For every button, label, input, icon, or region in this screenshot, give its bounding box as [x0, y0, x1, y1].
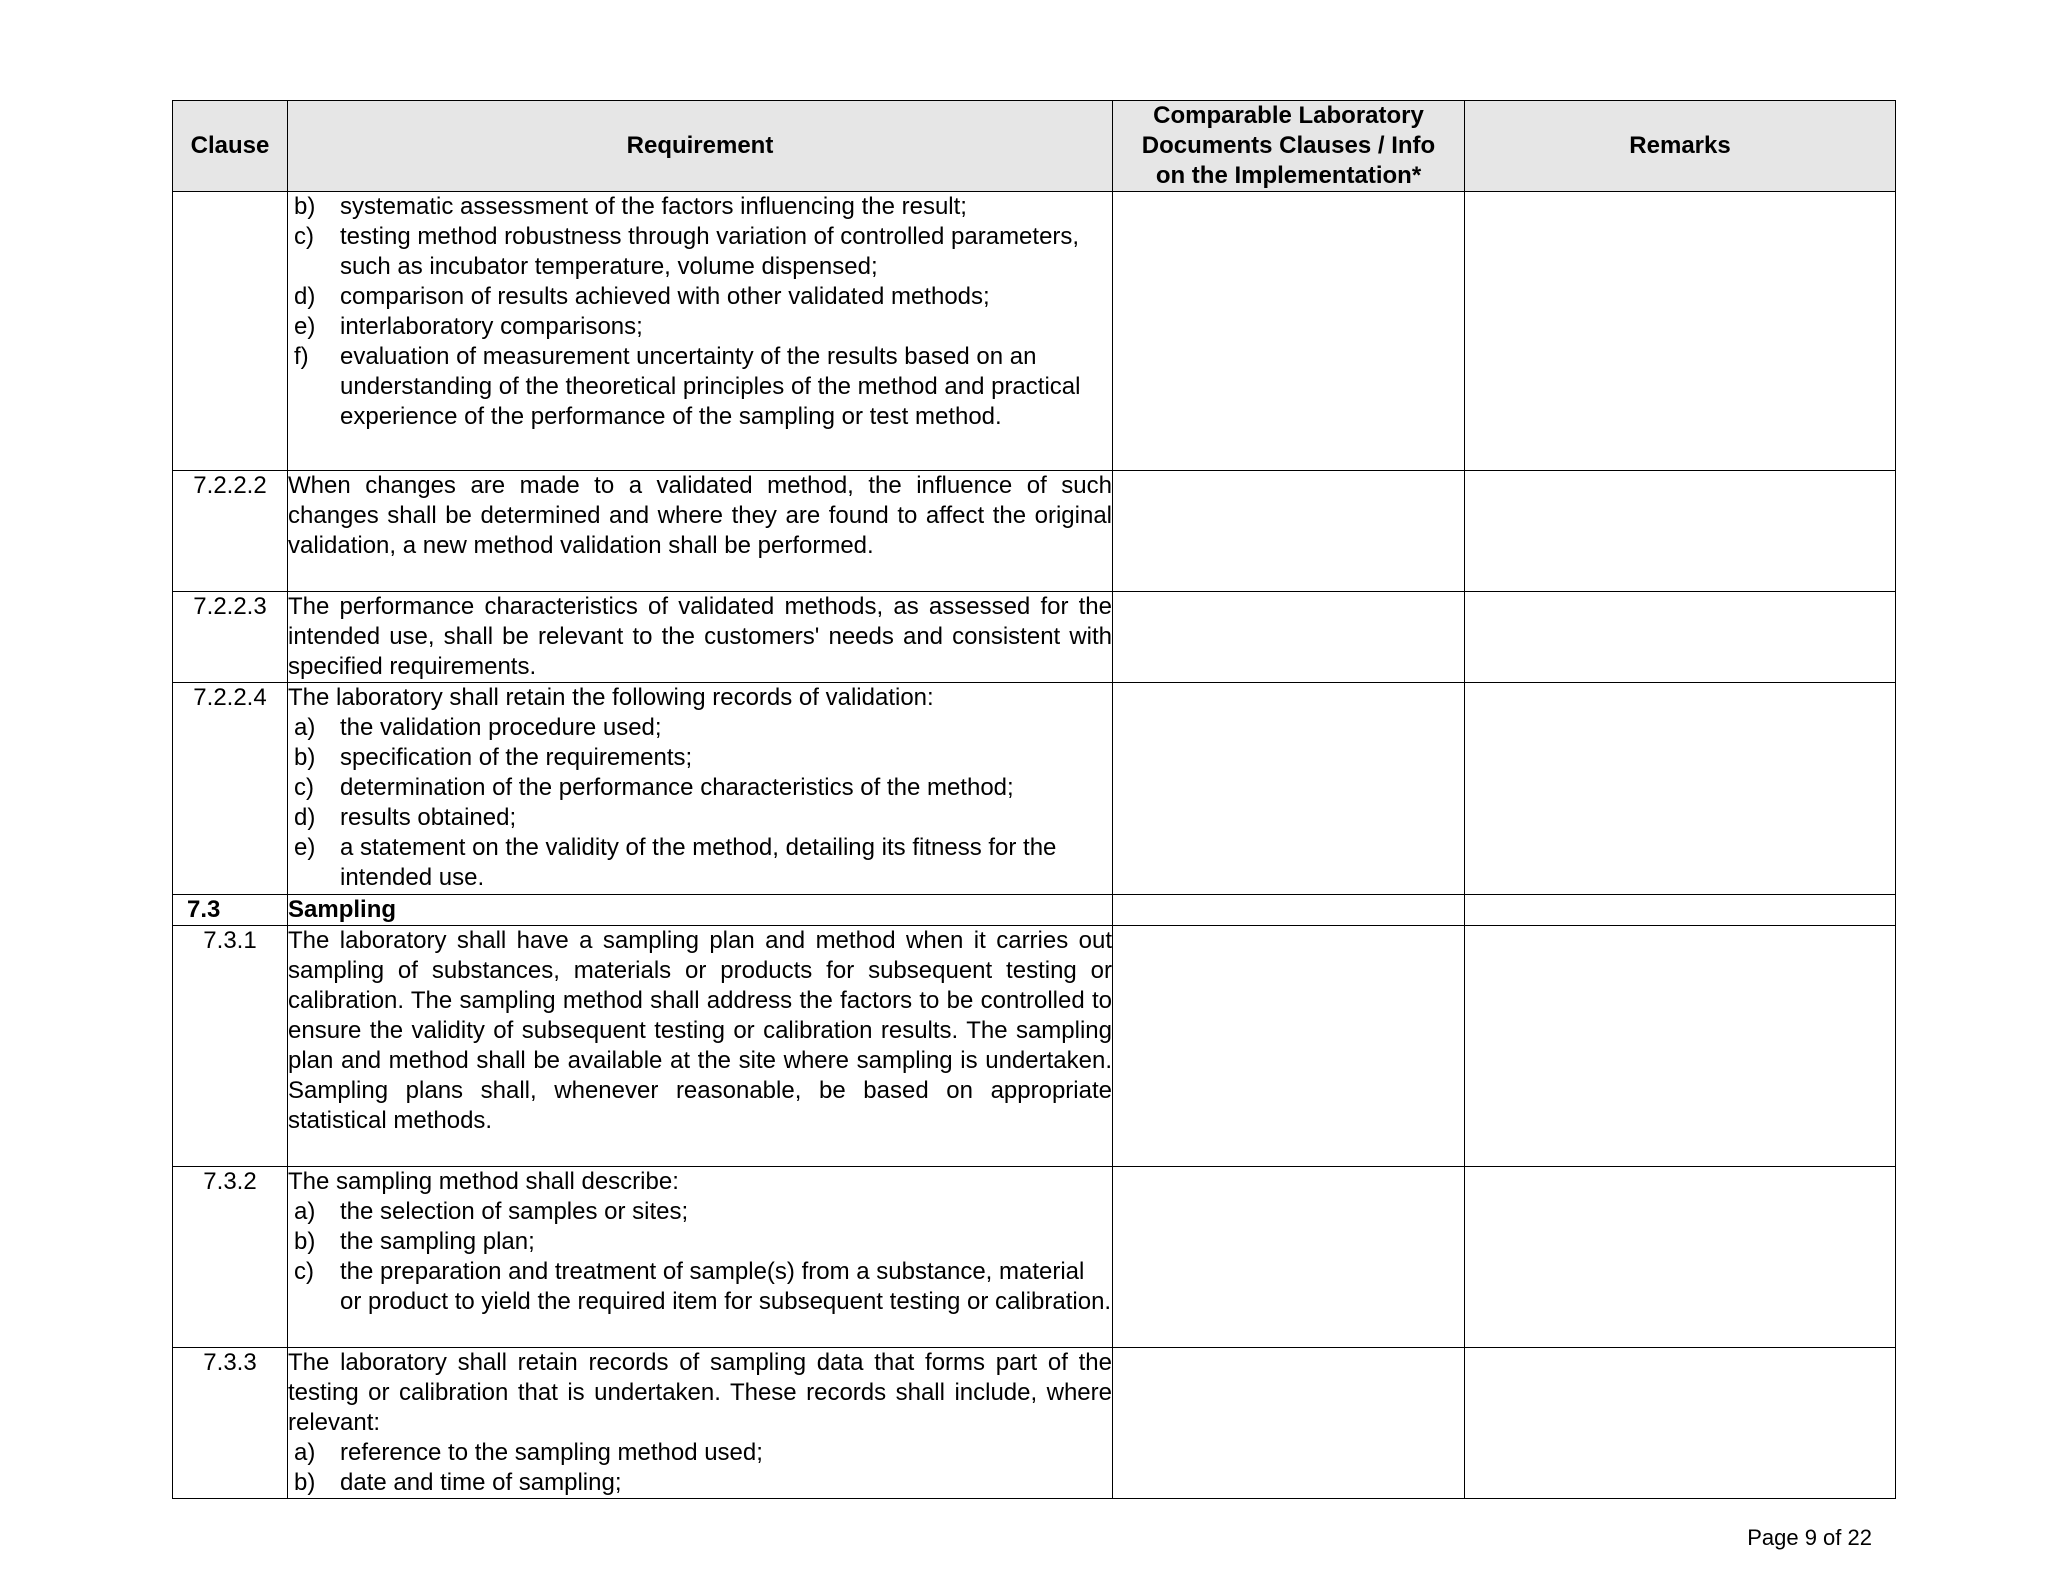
list-item	[288, 1227, 1112, 1257]
documents-cell	[1113, 1348, 1465, 1499]
requirement-cell	[288, 1167, 1113, 1348]
remarks-cell	[1465, 471, 1896, 592]
list-item-text: specification of the requirements;	[340, 744, 693, 771]
requirements-table	[172, 100, 1896, 1499]
table-row	[173, 192, 1896, 471]
header-remarks: Remarks	[1465, 101, 1896, 192]
requirement-text: The laboratory shall retain the following records of validation:	[288, 684, 934, 711]
requirement-text: The laboratory shall retain records of sampling data that forms part of the testing or calibration that is undertaken. These records shall include, where relevant:	[288, 1349, 1112, 1436]
list-item-label: d)	[294, 804, 316, 831]
table-row	[173, 1167, 1896, 1348]
list-item	[288, 312, 1112, 342]
list-item-text: testing method robustness through variation of controlled parameters, such as incubator temperature, volume dispensed;	[340, 223, 1080, 280]
list-item-text: interlaboratory comparisons;	[340, 313, 643, 340]
remarks-cell	[1465, 192, 1896, 471]
list-item-text: systematic assessment of the factors influencing the result;	[340, 193, 967, 220]
list-item-label: a)	[294, 1198, 316, 1225]
requirement-cell	[288, 592, 1113, 683]
table-row	[173, 926, 1896, 1167]
requirement-cell	[288, 192, 1113, 471]
requirement-list	[288, 713, 1112, 893]
list-item	[288, 1438, 1112, 1468]
requirement-list	[288, 1438, 1112, 1498]
requirement-cell	[288, 926, 1113, 1167]
list-item-text: evaluation of measurement uncertainty of the results based on an understanding of the theoretical principles of the method and practical experience of the performance of the sampling or test method.	[340, 343, 1081, 430]
list-item-label: b)	[294, 744, 316, 771]
list-item-text: a statement on the validity of the method, detailing its fitness for the intended use.	[340, 834, 1057, 891]
list-item	[288, 803, 1112, 833]
clause-cell: 7.3.2	[173, 1167, 288, 1348]
table-row	[173, 1348, 1896, 1499]
list-item	[288, 1197, 1112, 1227]
table-row	[173, 471, 1896, 592]
documents-cell	[1113, 926, 1465, 1167]
remarks-cell	[1465, 683, 1896, 895]
section-title: Sampling	[288, 896, 397, 923]
requirement-cell	[288, 471, 1113, 592]
list-item-label: e)	[294, 313, 316, 340]
list-item-label: b)	[294, 1469, 316, 1496]
header-requirement: Requirement	[288, 101, 1113, 192]
clause-cell: 7.3	[173, 895, 288, 926]
list-item	[288, 192, 1112, 222]
list-item-label: a)	[294, 714, 316, 741]
requirement-text: The laboratory shall have a sampling plan and method when it carries out sampling of substances, materials or products for subsequent testing or calibration. The sampling method shall address the factors to be controlled to ensure the validity of subsequent testing or calibration results. The sampling plan and method shall be available at the site where sampling is undertaken. Sampling plans shall, whenever reasonable, be based on appropriate statistical methods.	[288, 927, 1112, 1134]
requirement-list	[288, 192, 1112, 432]
requirement-list	[288, 1197, 1112, 1317]
list-item-label: a)	[294, 1439, 316, 1466]
header-clause: Clause	[173, 101, 288, 192]
page-number: Page 9 of 22	[1747, 1525, 1872, 1550]
clause-cell: 7.2.2.3	[173, 592, 288, 683]
clause-cell: 7.3.3	[173, 1348, 288, 1499]
list-item	[288, 713, 1112, 743]
list-item-text: date and time of sampling;	[340, 1469, 622, 1496]
list-item-label: b)	[294, 193, 316, 220]
table-row	[173, 895, 1896, 926]
documents-cell	[1113, 1167, 1465, 1348]
list-item	[288, 833, 1112, 893]
requirement-text: When changes are made to a validated method, the influence of such changes shall be determined and where they are found to affect the original validation, a new method validation shall be performed.	[288, 472, 1112, 559]
requirement-cell	[288, 683, 1113, 895]
remarks-cell	[1465, 926, 1896, 1167]
list-item	[288, 743, 1112, 773]
list-item-label: b)	[294, 1228, 316, 1255]
list-item	[288, 282, 1112, 312]
header-documents: Comparable Laboratory Documents Clauses / Info on the Implementation*	[1113, 101, 1465, 192]
list-item	[288, 1257, 1112, 1317]
list-item-text: the preparation and treatment of sample(s) from a substance, material or product to yield the required item for subsequent testing or calibration.	[340, 1258, 1112, 1315]
list-item-text: the validation procedure used;	[340, 714, 662, 741]
list-item	[288, 773, 1112, 803]
remarks-cell	[1465, 592, 1896, 683]
list-item-label: c)	[294, 223, 314, 250]
clause-cell: 7.2.2.2	[173, 471, 288, 592]
clause-cell: 7.3.1	[173, 926, 288, 1167]
requirement-text: The sampling method shall describe:	[288, 1168, 679, 1195]
remarks-cell	[1465, 895, 1896, 926]
table-body	[173, 192, 1896, 1499]
documents-cell	[1113, 192, 1465, 471]
requirement-cell	[288, 895, 1113, 926]
clause-cell: 7.2.2.4	[173, 683, 288, 895]
list-item-text: the sampling plan;	[340, 1228, 535, 1255]
list-item-text: results obtained;	[340, 804, 517, 831]
requirement-text: The performance characteristics of validated methods, as assessed for the intended use, shall be relevant to the customers' needs and consistent with specified requirements.	[288, 593, 1112, 680]
table-row	[173, 592, 1896, 683]
documents-cell	[1113, 895, 1465, 926]
list-item-text: comparison of results achieved with other validated methods;	[340, 283, 990, 310]
requirement-cell	[288, 1348, 1113, 1499]
list-item	[288, 342, 1112, 432]
list-item	[288, 1468, 1112, 1498]
documents-cell	[1113, 592, 1465, 683]
list-item-text: the selection of samples or sites;	[340, 1198, 689, 1225]
remarks-cell	[1465, 1348, 1896, 1499]
table-header-row	[173, 101, 1896, 192]
documents-cell	[1113, 471, 1465, 592]
list-item	[288, 222, 1112, 282]
list-item-text: determination of the performance characteristics of the method;	[340, 774, 1014, 801]
list-item-label: c)	[294, 1258, 314, 1285]
remarks-cell	[1465, 1167, 1896, 1348]
list-item-label: c)	[294, 774, 314, 801]
table-row	[173, 683, 1896, 895]
list-item-label: d)	[294, 283, 316, 310]
list-item-label: f)	[294, 343, 309, 370]
documents-cell	[1113, 683, 1465, 895]
clause-cell	[173, 192, 288, 471]
list-item-text: reference to the sampling method used;	[340, 1439, 763, 1466]
list-item-label: e)	[294, 834, 316, 861]
